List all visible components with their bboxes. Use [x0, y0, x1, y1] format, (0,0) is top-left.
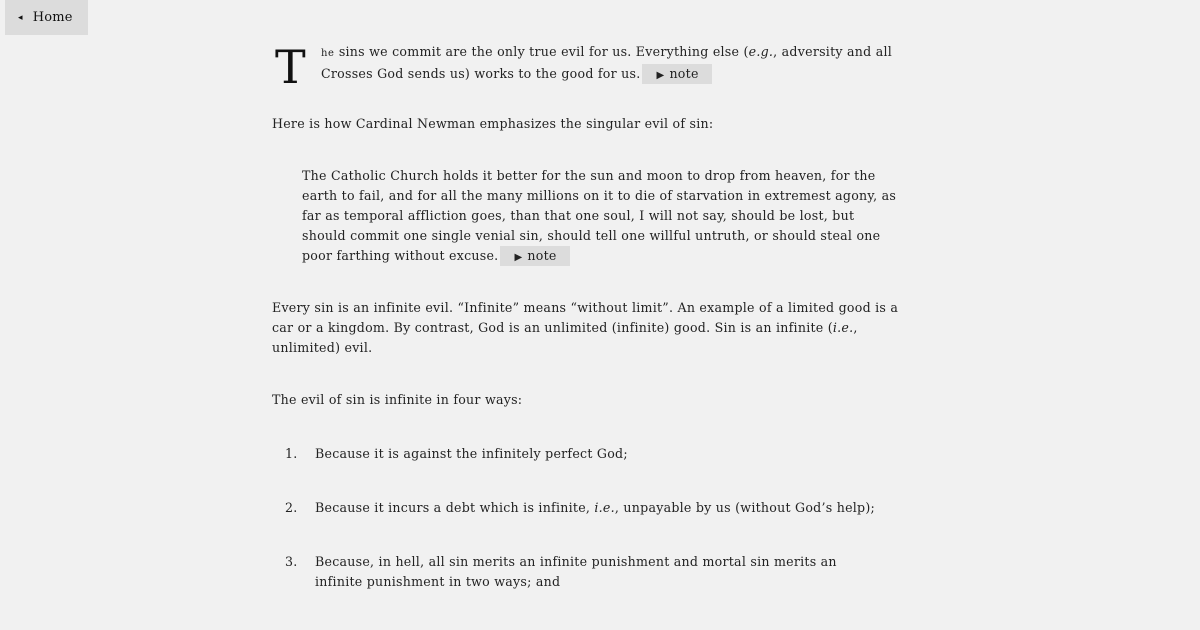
list-text-italic: i.e. — [594, 500, 615, 515]
list-item — [272, 552, 917, 592]
note-label: note — [669, 66, 699, 81]
list-number: 3. — [285, 554, 298, 569]
blockquote — [302, 166, 902, 266]
list-number: 2. — [285, 500, 298, 515]
intro-text — [321, 42, 917, 84]
list-item — [272, 498, 917, 518]
list-text-b: , unpayable by us (without God’s help); — [614, 500, 876, 515]
note-label: note — [527, 248, 557, 263]
intro-text-a: sins we commit are the only true evil for us. Everything else ( — [334, 44, 749, 59]
para2-ie: i.e. — [832, 320, 854, 335]
back-arrow-icon: ◂ — [18, 12, 23, 23]
play-triangle-icon: ▶ — [656, 70, 665, 81]
list-number: 1. — [285, 446, 298, 461]
paragraph-infinite-evil — [272, 298, 917, 358]
intro-smallcaps: he — [321, 48, 335, 59]
list-text-a: Because it incurs a debt which is infinite, — [315, 500, 595, 515]
list-text — [315, 498, 915, 518]
intro-paragraph — [272, 40, 917, 94]
list-text-a: Because, in hell, all sin merits an infinite punishment and mortal sin merits an infinite punishment in two ways; and — [315, 554, 837, 589]
para2-text-a: Every sin is an infinite evil. “Infinite” means “without limit”. An example of a limited good is a car or a kingdom. By contrast, God is an unlimited (infinite) good. Sin is an infinite ( — [272, 300, 899, 335]
list-text — [315, 444, 875, 464]
list-item — [272, 444, 917, 464]
home-button[interactable] — [5, 0, 88, 35]
paragraph-four-ways: The evil of sin is infinite in four ways: — [272, 392, 523, 407]
paragraph-newman: Here is how Cardinal Newman emphasizes the singular evil of sin: — [272, 116, 714, 131]
play-triangle-icon: ▶ — [514, 252, 523, 263]
home-label: Home — [32, 10, 73, 25]
quote-note-button[interactable] — [500, 246, 569, 266]
para2-text-b: , unlimited) evil. — [272, 320, 858, 355]
intro-text-b: , adversity and all Crosses God sends us) works to the good for us. — [321, 44, 893, 81]
intro-eg: e.g. — [748, 44, 774, 59]
list-text — [315, 552, 860, 592]
list-text-a: Because it is against the infinitely perfect God; — [315, 446, 628, 461]
quote-text: The Catholic Church holds it better for the sun and moon to drop from heaven, for the earth to fail, and for all the many millions on it to die of starvation in extremest agony, as far as temporal affliction goes, than that one soul, I will not say, should be lost, but should commit one single venial sin, should tell one willful untruth, or should steal one poor farthing without excuse. — [302, 168, 897, 263]
drop-cap: T — [275, 40, 306, 94]
note-button[interactable] — [642, 64, 711, 84]
